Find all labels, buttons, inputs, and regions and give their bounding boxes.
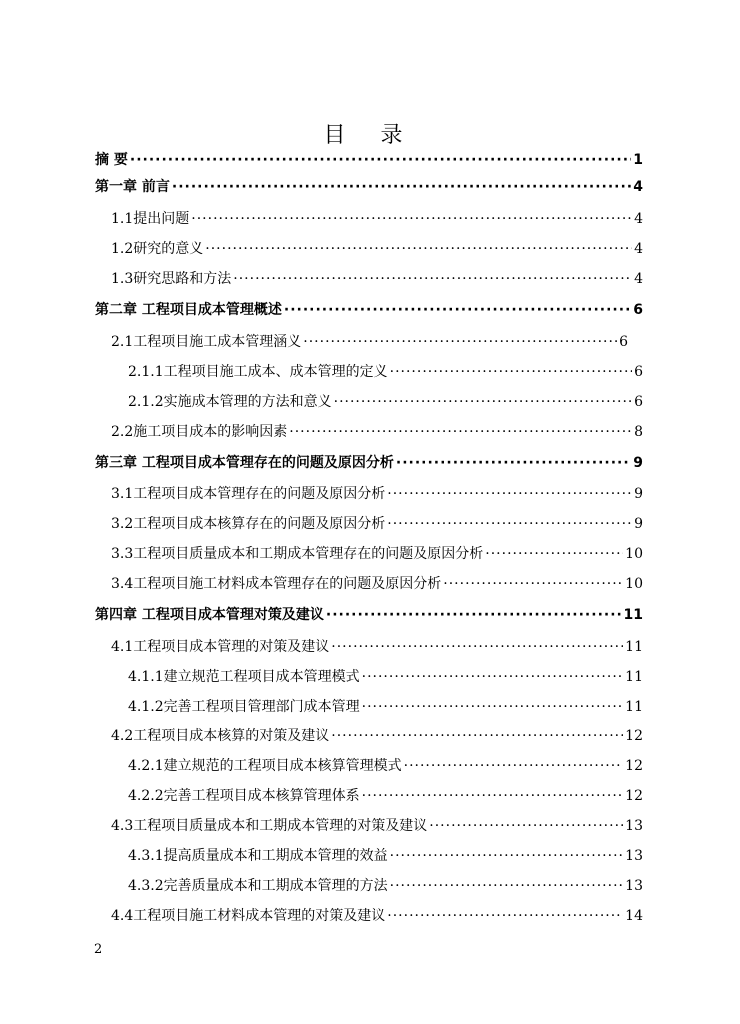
toc-entry-label: 4.2.2完善工程项目成本核算管理体系 bbox=[128, 788, 360, 804]
toc-entry[interactable] bbox=[111, 238, 643, 260]
toc-entry-page: 4 bbox=[633, 179, 643, 195]
toc-entry[interactable] bbox=[111, 815, 643, 837]
toc-entry-page: 10 bbox=[625, 576, 643, 592]
dot-leader bbox=[387, 905, 623, 927]
toc-entry-page: 12 bbox=[625, 758, 643, 774]
toc-entry-label: 4.4工程项目施工材料成本管理的对策及建议 bbox=[111, 908, 386, 924]
toc-entry[interactable] bbox=[95, 299, 643, 321]
dot-leader bbox=[396, 452, 631, 474]
toc-entry[interactable] bbox=[111, 725, 643, 747]
toc-entry[interactable] bbox=[95, 604, 643, 626]
page-title: 目 录 bbox=[323, 123, 417, 148]
toc-entry-label: 1.3研究思路和方法 bbox=[111, 271, 232, 287]
toc-entry-label: 第一章 前言 bbox=[95, 179, 170, 195]
dot-leader bbox=[303, 331, 617, 353]
toc-entry-label: 1.1提出问题 bbox=[111, 211, 190, 227]
toc-entry[interactable] bbox=[128, 755, 643, 777]
dot-leader bbox=[443, 573, 623, 595]
toc-entry-page: 11 bbox=[625, 669, 643, 685]
toc-entry-label: 1.2研究的意义 bbox=[111, 241, 204, 257]
toc-entry-page: 11 bbox=[623, 607, 643, 623]
toc-entry-label: 2.1.1工程项目施工成本、成本管理的定义 bbox=[128, 364, 388, 380]
toc-entry-label: 4.2工程项目成本核算的对策及建议 bbox=[111, 728, 330, 744]
toc-entry-label: 摘 要 bbox=[95, 152, 128, 168]
toc-entry-label: 2.1工程项目施工成本管理涵义 bbox=[111, 334, 302, 350]
dot-leader bbox=[387, 483, 632, 505]
toc-entry-page: 10 bbox=[625, 546, 643, 562]
toc-entry-label: 4.2.1建立规范的工程项目成本核算管理模式 bbox=[128, 758, 402, 774]
toc-entry[interactable] bbox=[128, 361, 643, 383]
dot-leader bbox=[331, 725, 623, 747]
dot-leader bbox=[289, 421, 632, 443]
toc-entry-label: 2.1.2实施成本管理的方法和意义 bbox=[128, 394, 332, 410]
dot-leader bbox=[331, 636, 623, 658]
toc-entry-page: 14 bbox=[625, 908, 643, 924]
toc-entry[interactable] bbox=[128, 666, 643, 688]
toc-entry-page: 4 bbox=[634, 211, 643, 227]
toc-entry[interactable] bbox=[111, 483, 643, 505]
toc-entry[interactable] bbox=[128, 875, 643, 897]
toc-entry-page: 6 bbox=[633, 302, 643, 318]
dot-leader bbox=[390, 361, 632, 383]
dot-leader bbox=[362, 696, 624, 718]
toc-entry-page: 13 bbox=[625, 818, 643, 834]
toc-entry[interactable] bbox=[128, 785, 643, 807]
toc-entry-page: 9 bbox=[633, 455, 643, 471]
toc-entry-label: 第四章 工程项目成本管理对策及建议 bbox=[95, 607, 324, 623]
dot-leader bbox=[130, 149, 631, 171]
toc-entry-label: 4.1.1建立规范工程项目成本管理模式 bbox=[128, 669, 360, 685]
dot-leader bbox=[387, 513, 632, 535]
toc-entry-label: 2.2施工项目成本的影响因素 bbox=[111, 424, 288, 440]
toc-entry-page: 13 bbox=[625, 848, 643, 864]
toc-entry-label: 3.3工程项目质量成本和工期成本管理存在的问题及原因分析 bbox=[111, 546, 484, 562]
toc-entry-page: 6 bbox=[634, 394, 643, 410]
toc-entry-label: 3.1工程项目成本管理存在的问题及原因分析 bbox=[111, 486, 386, 502]
toc-entry[interactable] bbox=[111, 208, 643, 230]
toc-entry-label: 第二章 工程项目成本管理概述 bbox=[95, 302, 282, 318]
dot-leader bbox=[205, 238, 632, 260]
dot-leader bbox=[429, 815, 623, 837]
dot-leader bbox=[390, 845, 624, 867]
toc-entry[interactable] bbox=[111, 331, 628, 353]
toc-entry-page: 12 bbox=[625, 788, 643, 804]
dot-leader bbox=[284, 299, 631, 321]
toc-entry-label: 3.2工程项目成本核算存在的问题及原因分析 bbox=[111, 516, 386, 532]
dot-leader bbox=[334, 391, 632, 413]
toc-entry-label: 4.3工程项目质量成本和工期成本管理的对策及建议 bbox=[111, 818, 428, 834]
dot-leader bbox=[326, 604, 622, 626]
toc-entry-page: 6 bbox=[634, 364, 643, 380]
toc-entry[interactable] bbox=[111, 543, 643, 565]
dot-leader bbox=[233, 268, 632, 290]
dot-leader bbox=[404, 755, 624, 777]
toc-entry[interactable] bbox=[111, 905, 643, 927]
toc-entry-page: 11 bbox=[625, 639, 643, 655]
toc-entry-label: 4.1工程项目成本管理的对策及建议 bbox=[111, 639, 330, 655]
dot-leader bbox=[362, 785, 624, 807]
toc-entry-label: 4.3.2完善质量成本和工期成本管理的方法 bbox=[128, 878, 388, 894]
toc-entry[interactable] bbox=[128, 391, 643, 413]
toc-entry[interactable] bbox=[111, 421, 643, 443]
toc-entry-label: 4.3.1提高质量成本和工期成本管理的效益 bbox=[128, 848, 388, 864]
toc-entry[interactable] bbox=[111, 636, 643, 658]
toc-entry[interactable] bbox=[95, 176, 643, 198]
toc-entry-page: 12 bbox=[625, 728, 643, 744]
toc-entry-page: 4 bbox=[634, 241, 643, 257]
toc-entry[interactable] bbox=[95, 149, 643, 171]
toc-entry[interactable] bbox=[128, 696, 643, 718]
toc-entry-label: 第三章 工程项目成本管理存在的问题及原因分析 bbox=[95, 455, 394, 471]
toc-entry[interactable] bbox=[111, 573, 643, 595]
toc-entry-page: 9 bbox=[634, 486, 643, 502]
toc-entry[interactable] bbox=[111, 268, 643, 290]
toc-entry-page: 8 bbox=[634, 424, 643, 440]
toc-entry-page: 9 bbox=[634, 516, 643, 532]
toc-entry-page: 6 bbox=[619, 334, 628, 350]
page-number: 2 bbox=[94, 942, 103, 957]
dot-leader bbox=[172, 176, 631, 198]
toc-entry-page: 11 bbox=[625, 699, 643, 715]
toc-entry-label: 3.4工程项目施工材料成本管理存在的问题及原因分析 bbox=[111, 576, 442, 592]
toc-entry-label: 4.1.2完善工程项目管理部门成本管理 bbox=[128, 699, 360, 715]
dot-leader bbox=[362, 666, 624, 688]
toc-entry[interactable] bbox=[128, 845, 643, 867]
dot-leader bbox=[191, 208, 632, 230]
toc-entry-page: 13 bbox=[625, 878, 643, 894]
toc-entry-page: 1 bbox=[633, 152, 643, 168]
toc-entry[interactable] bbox=[95, 452, 643, 474]
toc-entry-page: 4 bbox=[634, 271, 643, 287]
dot-leader bbox=[390, 875, 624, 897]
dot-leader bbox=[485, 543, 623, 565]
toc-entry[interactable] bbox=[111, 513, 643, 535]
